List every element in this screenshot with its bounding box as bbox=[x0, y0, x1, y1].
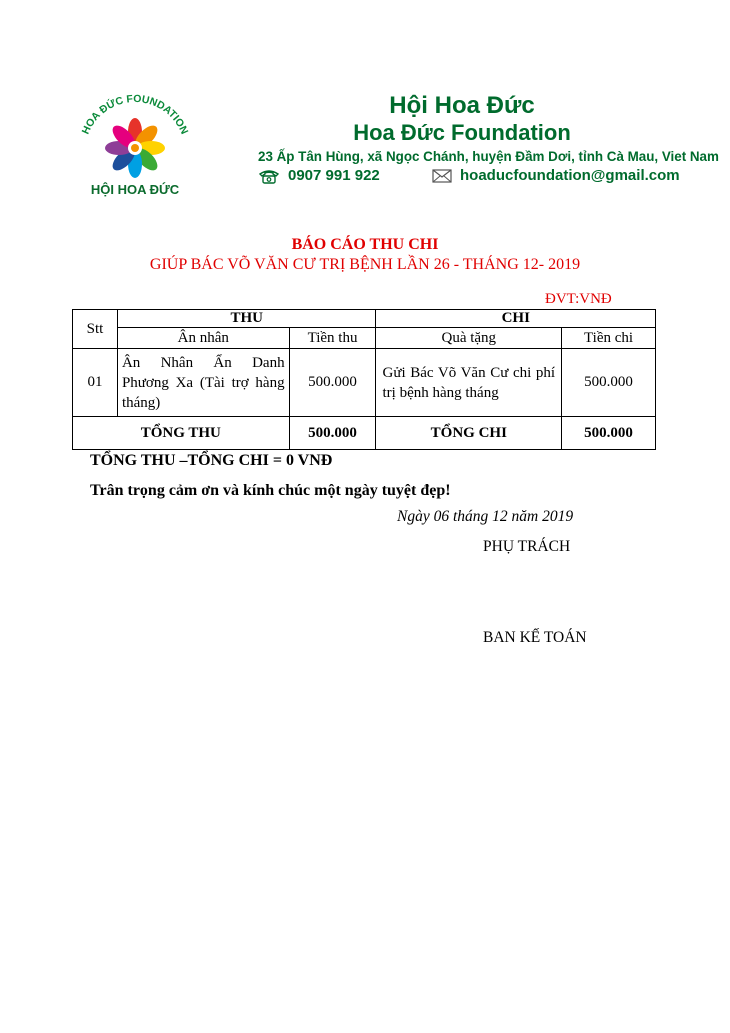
logo-bottom-text: HỘI HOA ĐỨC bbox=[90, 182, 180, 197]
envelope-icon bbox=[432, 169, 452, 183]
telephone-icon bbox=[258, 168, 280, 184]
foundation-logo bbox=[71, 90, 199, 208]
report-date: Ngày 06 tháng 12 năm 2019 bbox=[397, 508, 574, 525]
org-name-en: Hoa Đức Foundation bbox=[353, 120, 571, 145]
total-chi-value: 500.000 bbox=[562, 417, 656, 450]
report-subtitle: GIÚP BÁC VÕ VĂN CƯ TRỊ BỆNH LẦN 26 - THÁNG 12- 2019 bbox=[149, 256, 581, 273]
signature-title: PHỤ TRÁCH bbox=[483, 538, 571, 555]
tien-chi-header: Tiền chi bbox=[562, 328, 656, 349]
table-row bbox=[73, 349, 656, 417]
row-tien-thu: 500.000 bbox=[289, 349, 376, 417]
signature-name: BAN KẾ TOÁN bbox=[483, 629, 587, 646]
qua-tang-header: Quà tặng bbox=[376, 328, 562, 349]
tien-thu-header: Tiền thu bbox=[289, 328, 376, 349]
an-nhan-header: Ân nhân bbox=[117, 328, 289, 349]
report-title: BÁO CÁO THU CHI bbox=[291, 236, 439, 253]
phone-row bbox=[258, 167, 380, 184]
row-an-nhan: Ân Nhân Ẩn Danh Phương Xa (Tài trợ hàng tháng) bbox=[117, 349, 289, 417]
email-row bbox=[432, 167, 680, 184]
org-address: 23 Ấp Tân Hùng, xã Ngọc Chánh, huyện Đầm Dơi, tỉnh Cà Mau, Viet Nam bbox=[258, 149, 719, 164]
thu-header: THU bbox=[117, 310, 376, 328]
balance-summary: TỔNG THU –TỔNG CHI = 0 VNĐ bbox=[90, 452, 333, 469]
org-name-vn: Hội Hoa Đức bbox=[389, 92, 535, 119]
logo-arc-text: HOA ĐỨC FOUNDATION bbox=[79, 92, 191, 137]
flower-icon bbox=[105, 118, 165, 178]
thanks-note: Trân trọng cảm ơn và kính chúc một ngày tuyệt đẹp! bbox=[90, 482, 451, 499]
row-stt: 01 bbox=[73, 349, 118, 417]
total-row bbox=[73, 417, 656, 450]
currency-unit: ĐVT:VNĐ bbox=[545, 291, 612, 307]
stt-header: Stt bbox=[73, 310, 118, 349]
chi-header: CHI bbox=[376, 310, 656, 328]
total-thu-label: TỔNG THU bbox=[73, 417, 290, 450]
phone-number: 0907 991 922 bbox=[288, 167, 380, 184]
total-chi-label: TỔNG CHI bbox=[376, 417, 562, 450]
total-thu-value: 500.000 bbox=[289, 417, 376, 450]
row-qua-tang: Gửi Bác Võ Văn Cư chi phí trị bệnh hàng tháng bbox=[376, 349, 562, 417]
income-expense-table bbox=[72, 309, 656, 450]
row-tien-chi: 500.000 bbox=[562, 349, 656, 417]
email-address: hoaducfoundation@gmail.com bbox=[460, 167, 680, 184]
